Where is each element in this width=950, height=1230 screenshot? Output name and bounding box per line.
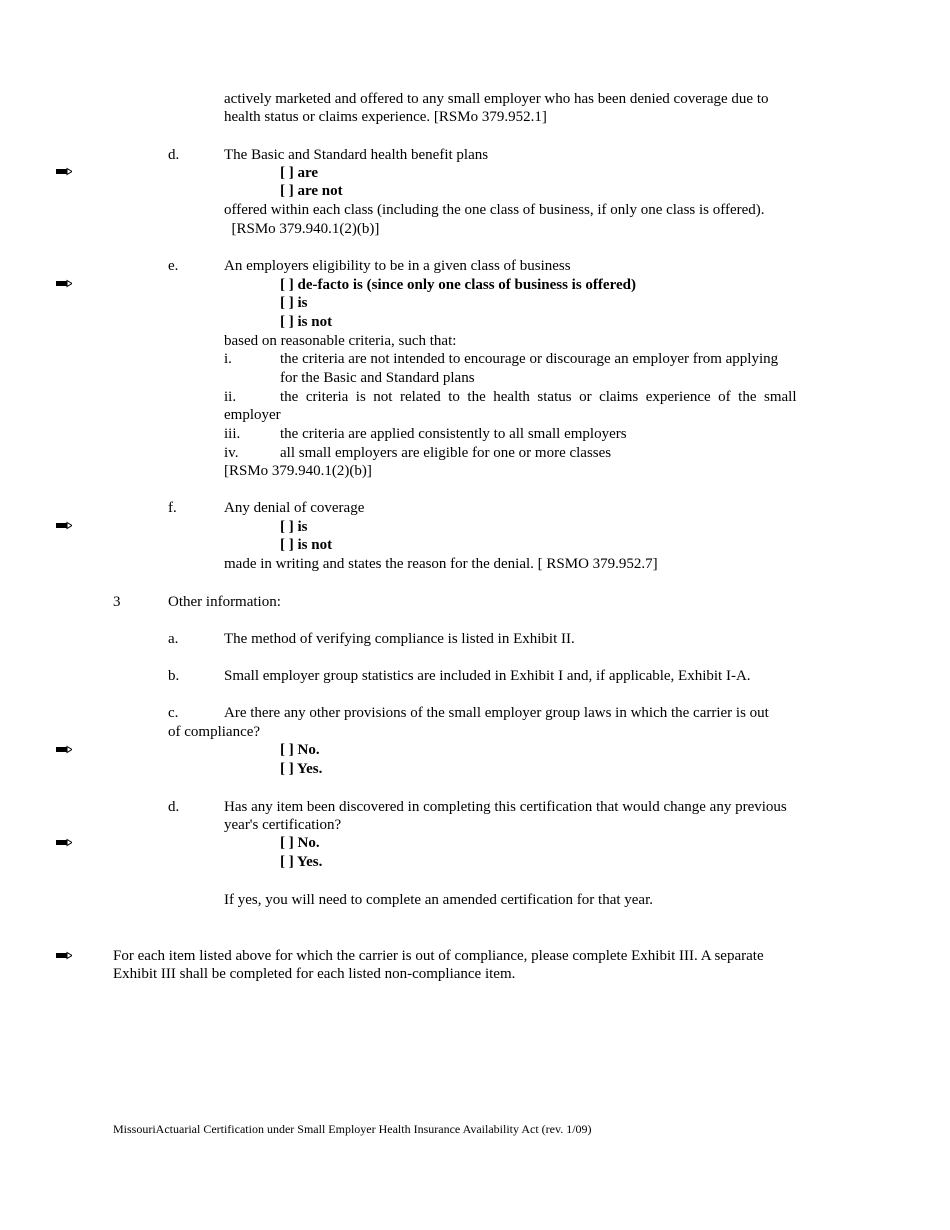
- section-3d-note: If yes, you will need to complete an amended certification for that year.: [224, 892, 654, 908]
- item-e-option-is-not[interactable]: [ ] is not: [280, 314, 333, 330]
- section-3d-option-no[interactable]: [ ] No.: [280, 835, 320, 851]
- item-d-option-are[interactable]: [ ] are: [280, 165, 319, 181]
- section-3c-option-no[interactable]: [ ] No.: [280, 742, 320, 758]
- section-3-title: Other information:: [168, 594, 281, 610]
- section-3d-letter: d.: [168, 799, 180, 815]
- item-f-letter: f.: [168, 500, 177, 516]
- criteria-line: employer: [224, 407, 281, 423]
- criteria-line: the criteria are not intended to encourage or discourage an employer from applying: [280, 351, 779, 367]
- final-note-line-1: For each item listed above for which the carrier is out of compliance, please complete Exhibit III. A separate: [113, 948, 764, 964]
- item-f-option-is-not[interactable]: [ ] is not: [280, 537, 333, 553]
- pencil-icon: [56, 167, 72, 176]
- item-e-text: An employers eligibility to be in a given class of business: [224, 258, 571, 274]
- section-3d-option-yes[interactable]: [ ] Yes.: [280, 854, 323, 870]
- item-e-option-de-facto[interactable]: [ ] de-facto is (since only one class of business is offered): [280, 277, 636, 293]
- section-3c-line-1: Are there any other provisions of the small employer group laws in which the carrier is out: [224, 705, 769, 721]
- criteria-line: the criteria is not related to the health status or claims experience of the small: [280, 389, 797, 405]
- section-3a-text: The method of verifying compliance is listed in Exhibit II.: [224, 631, 575, 647]
- pencil-icon: [56, 521, 72, 530]
- item-d-option-are-not[interactable]: [ ] are not: [280, 183, 343, 199]
- section-3-number: 3: [113, 594, 121, 610]
- final-note-line-2: Exhibit III shall be completed for each listed non-compliance item.: [113, 966, 516, 982]
- criteria-line: all small employers are eligible for one or more classes: [280, 445, 612, 461]
- item-d-text: The Basic and Standard health benefit plans: [224, 147, 489, 163]
- section-3d-line-2: year's certification?: [224, 817, 342, 833]
- section-3c-option-yes[interactable]: [ ] Yes.: [280, 761, 323, 777]
- intro-line-2: health status or claims experience. [RSMo 379.952.1]: [224, 109, 547, 125]
- item-d-citation: [RSMo 379.940.1(2)(b)]: [224, 221, 380, 237]
- section-3c-line-2: of compliance?: [168, 724, 261, 740]
- item-f-after: made in writing and states the reason for the denial. [ RSMO 379.952.7]: [224, 556, 658, 572]
- pencil-icon: [56, 951, 72, 960]
- pencil-icon: [56, 838, 72, 847]
- section-3b-text: Small employer group statistics are included in Exhibit I and, if applicable, Exhibit I-A.: [224, 668, 751, 684]
- section-3c-letter: c.: [168, 705, 179, 721]
- item-d-after-1: offered within each class (including the one class of business, if only one class is offered).: [224, 202, 765, 218]
- item-d-letter: d.: [168, 147, 180, 163]
- item-e-citation: [RSMo 379.940.1(2)(b)]: [224, 463, 372, 479]
- criteria-num: ii.: [224, 389, 237, 405]
- page-footer: MissouriActuarial Certification under Small Employer Health Insurance Availability Act (rev. 1/09): [113, 1122, 592, 1136]
- section-3b-letter: b.: [168, 668, 180, 684]
- pencil-icon: [56, 745, 72, 754]
- intro-line-1: actively marketed and offered to any small employer who has been denied coverage due to: [224, 91, 769, 107]
- criteria-line: the criteria are applied consistently to all small employers: [280, 426, 627, 442]
- criteria-line: for the Basic and Standard plans: [280, 370, 475, 386]
- criteria-num: iii.: [224, 426, 241, 442]
- item-e-option-is[interactable]: [ ] is: [280, 295, 308, 311]
- item-e-after: based on reasonable criteria, such that:: [224, 333, 457, 349]
- item-e-letter: e.: [168, 258, 179, 274]
- section-3d-line-1: Has any item been discovered in completing this certification that would change any previous: [224, 799, 787, 815]
- criteria-num: i.: [224, 351, 232, 367]
- item-f-text: Any denial of coverage: [224, 500, 365, 516]
- section-3a-letter: a.: [168, 631, 179, 647]
- criteria-num: iv.: [224, 445, 239, 461]
- item-f-option-is[interactable]: [ ] is: [280, 519, 308, 535]
- pencil-icon: [56, 279, 72, 288]
